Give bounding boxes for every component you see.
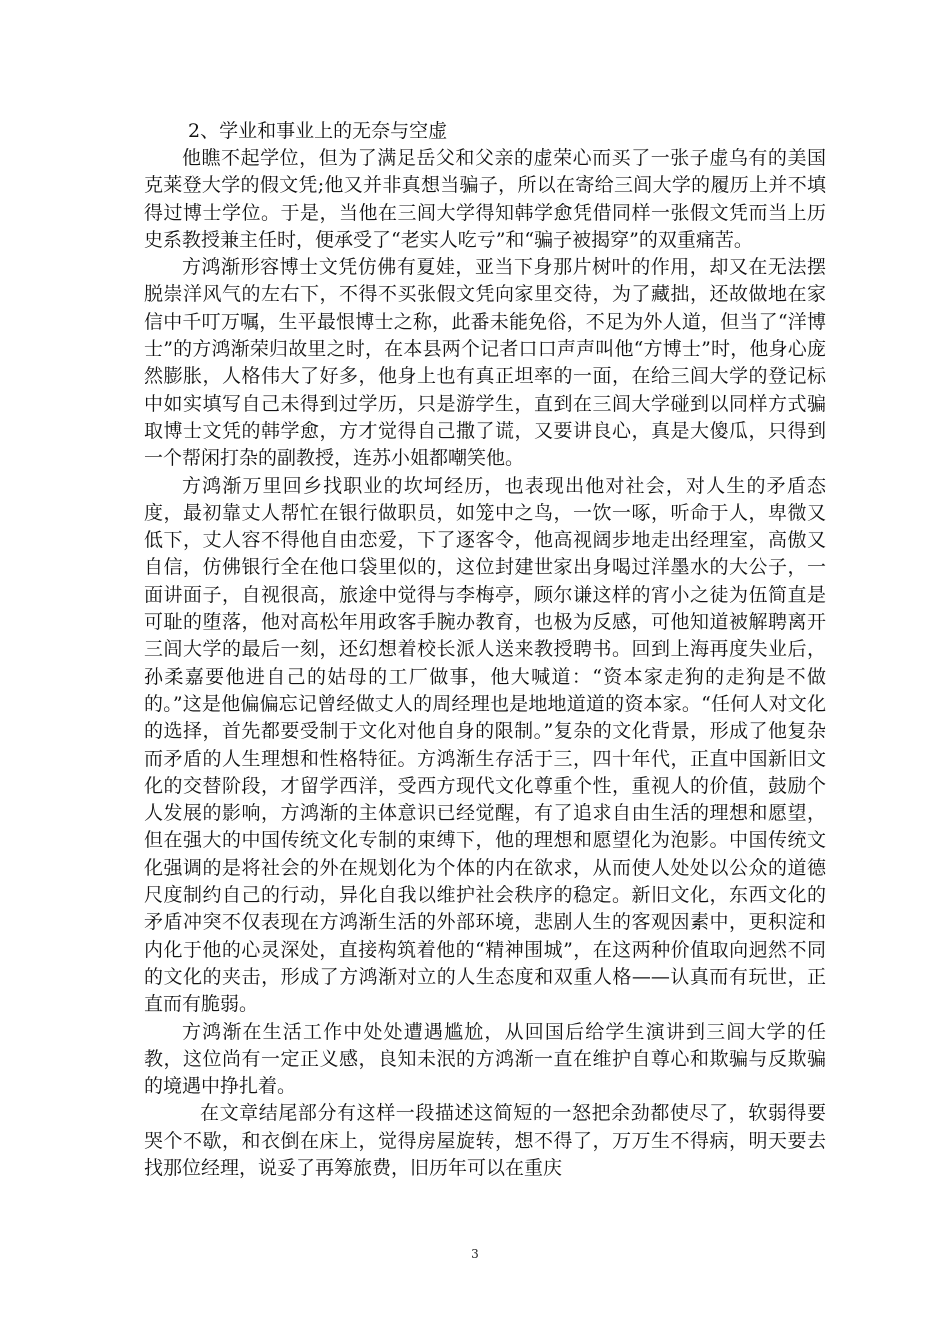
paragraph-1: 他瞧不起学位，但为了满足岳父和父亲的虚荣心而买了一张子虚乌有的美国克莱登大学的假文凭;他又并非真想当骗子，所以在寄给三闾大学的履历上并不填得过博士学位。于是，当他在三闾大学得知韩学愈凭借同样一张假文凭而当上历史系教授兼主任时，便承受了“老实人吃亏”和“骗子被揭穿”的双重痛苦。 [144, 147, 826, 251]
page-number: 3 [471, 1247, 479, 1261]
paragraph-4: 方鸿渐在生活工作中处处遭遇尴尬，从回国后给学生演讲到三闾大学的任教，这位尚有一定正义感，良知未泯的方鸿渐一直在维护自尊心和欺骗与反欺骗的境遇中挣扎着。 [144, 1020, 826, 1098]
paragraph-2: 方鸿渐形容博士文凭仿佛有夏娃，亚当下身那片树叶的作用，却又在无法摆脱崇洋风气的左右下，不得不买张假文凭向家里交待，为了藏拙，还故做地在家信中千叮万嘱，生平最恨博士之称，此番未能免俗，不足为外人道，但当了“洋博士”的方鸿渐荣归故里之时，在本县两个记者口口声声叫他“方博士”时，他身心庞然膨胀，人格伟大了好多，他身上也有真正坦率的一面，在给三闾大学的登记标中如实填写自己未得到过学历，只是游学生，直到在三闾大学碰到以同样方式骗取博士文凭的韩学愈，方才觉得自己撒了谎，又要讲良心，真是大傻瓜，只得到一个帮闲打杂的副教授，连苏小姐都嘲笑他。 [144, 256, 826, 470]
paragraph-5: 在文章结尾部分有这样一段描述这简短的一怒把余劲都使尽了，软弱得要哭个不歇，和衣倒在床上，觉得房屋旋转，想不得了，万万生不得病，明天要去找那位经理，说妥了再筹旅费，旧历年可以在重庆 [144, 1102, 826, 1179]
document-body [144, 118, 826, 1182]
section-heading: 2、学业和事业上的无奈与空虚 [188, 120, 448, 142]
paragraph-3: 方鸿渐万里回乡找职业的坎坷经历，也表现出他对社会，对人生的矛盾态度，最初靠丈人帮忙在银行做职员，如笼中之鸟，一饮一啄，听命于人，卑微又低下，丈人容不得他自由恋爱，下了逐客令，他高视阔步地走出经理室，高傲又自信，仿佛银行全在他口袋里似的，这位封建世家出身喝过洋墨水的大公子，一面讲面子，自视很高，旅途中觉得与李梅亭，顾尔谦这样的宵小之徒为伍简直是可耻的堕落，他对高松年用政客手腕办教育，也极为反感，可他知道被解聘离开三闾大学的最后一刻，还幻想着校长派人送来教授聘书。回到上海再度失业后，孙柔嘉要他进自己的姑母的工厂做事，他大喊道：“资本家走狗的走狗是不做的。”这是他偏偏忘记曾经做丈人的周经理也是地地道道的资本家。“任何人对文化的选择，首先都要受制于文化对他自身的限制。”复杂的文化背景，形成了他复杂而矛盾的人生理想和性格特征。方鸿渐生存活于三，四十年代，正直中国新旧文化的交替阶段，才留学西洋，受西方现代文化尊重个性，重视人的价值，鼓励个人发展的影响，方鸿渐的主体意识已经觉醒，有了追求自由生活的理想和愿望，但在强大的中国传统文化专制的束缚下，他的理想和愿望化为泡影。中国传统文化强调的是将社会的外在规划化为个体的内在欲求，从而使人处处以公众的道德尺度制约自己的行动，异化自我以维护社会秩序的稳定。新旧文化，东西文化的矛盾冲突不仅表现在方鸿渐生活的外部环境，悲剧人生的客观因素中，更积淀和内化于他的心灵深处，直接构筑着他的“精神围城”，在这两种价值取向迥然不同的文化的夹击，形成了方鸿渐对立的人生态度和双重人格——认真而有玩世，正直而有脆弱。 [144, 474, 826, 1016]
